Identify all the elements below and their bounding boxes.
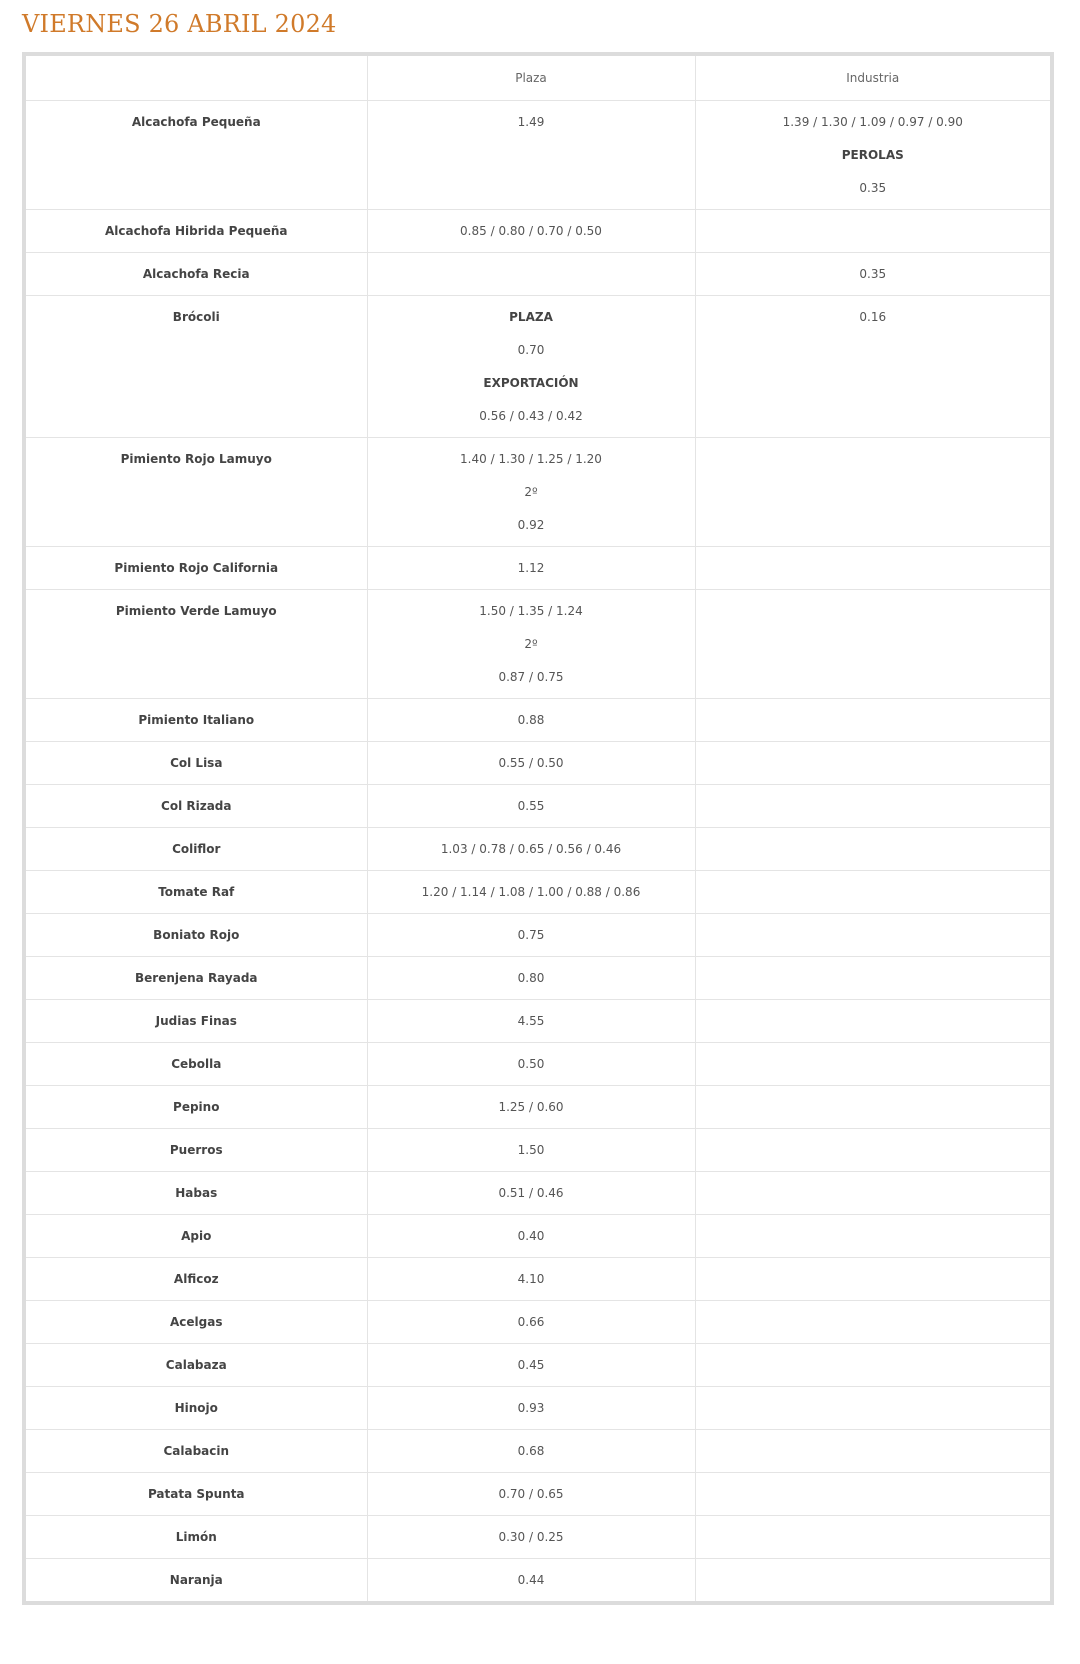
- plaza-price-value: 1.50: [517, 1143, 545, 1157]
- table-row: [26, 253, 1050, 296]
- plaza-price-cell: [367, 1215, 695, 1258]
- plaza-price-cell: [367, 742, 695, 785]
- industria-price-cell: [695, 699, 1050, 742]
- product-cell: [26, 1000, 367, 1043]
- industria-price-cell: [695, 1000, 1050, 1043]
- industria-price-value: 1.39 / 1.30 / 1.09 / 0.97 / 0.90: [782, 115, 963, 129]
- table-row: [26, 1258, 1050, 1301]
- table-row: [26, 914, 1050, 957]
- plaza-price-value: 0.50: [517, 1057, 545, 1071]
- plaza-price-value: 0.45: [517, 1358, 545, 1372]
- industria-price-cell: [695, 871, 1050, 914]
- product-name: Calabacin: [163, 1444, 230, 1458]
- industria-price-cell: [695, 957, 1050, 1000]
- header-industria: Industria: [695, 56, 1050, 101]
- product-name: Col Rizada: [161, 799, 232, 813]
- product-cell: [26, 1301, 367, 1344]
- plaza-price-cell: [367, 1129, 695, 1172]
- product-name: Alcachofa Hibrida Pequeña: [105, 224, 288, 238]
- product-name: Calabaza: [165, 1358, 227, 1372]
- industria-price-cell: [695, 253, 1050, 296]
- industria-price-cell: [695, 1301, 1050, 1344]
- industria-price-cell: [695, 438, 1050, 547]
- table-row: [26, 1301, 1050, 1344]
- plaza-price-value: 0.55: [517, 799, 545, 813]
- industria-price-cell: [695, 785, 1050, 828]
- plaza-price-cell: [367, 547, 695, 590]
- table-row: [26, 1129, 1050, 1172]
- industria-price-cell: [695, 1043, 1050, 1086]
- product-cell: [26, 1086, 367, 1129]
- plaza-price-cell: [367, 1344, 695, 1387]
- plaza-price-cell: [367, 101, 695, 210]
- plaza-price-value: 2º: [524, 485, 538, 499]
- industria-price-value: 0.16: [859, 310, 887, 324]
- industria-price-cell: [695, 1258, 1050, 1301]
- plaza-price-cell: [367, 699, 695, 742]
- table-row: [26, 1043, 1050, 1086]
- plaza-price-value: 0.66: [517, 1315, 545, 1329]
- product-cell: [26, 957, 367, 1000]
- product-name: Pimiento Italiano: [138, 713, 255, 727]
- header-row: [26, 56, 1050, 101]
- plaza-price-cell: [367, 1043, 695, 1086]
- plaza-price-value: 0.70 / 0.65: [498, 1487, 564, 1501]
- industria-section-label: PEROLAS: [841, 148, 904, 162]
- product-name: Berenjena Rayada: [134, 971, 258, 985]
- industria-price-cell: [695, 1086, 1050, 1129]
- product-name: Limón: [175, 1530, 217, 1544]
- plaza-price-value: 4.55: [517, 1014, 545, 1028]
- plaza-price-cell: [367, 828, 695, 871]
- plaza-price-cell: [367, 1387, 695, 1430]
- plaza-price-cell: [367, 957, 695, 1000]
- product-name: Naranja: [169, 1573, 223, 1587]
- plaza-price-value: 0.80: [517, 971, 545, 985]
- product-name: Puerros: [169, 1143, 223, 1157]
- product-name: Acelgas: [170, 1315, 223, 1329]
- industria-price-value: 0.35: [859, 181, 887, 195]
- plaza-price-value: 1.20 / 1.14 / 1.08 / 1.00 / 0.88 / 0.86: [421, 885, 641, 899]
- plaza-price-value: 1.12: [517, 561, 545, 575]
- product-cell: [26, 1043, 367, 1086]
- industria-price-cell: [695, 1129, 1050, 1172]
- table-row: [26, 699, 1050, 742]
- table-row: [26, 1172, 1050, 1215]
- table-row: [26, 957, 1050, 1000]
- plaza-price-cell: [367, 1516, 695, 1559]
- table-row: [26, 1344, 1050, 1387]
- table-row: [26, 1430, 1050, 1473]
- table-header: [26, 56, 1050, 101]
- product-cell: [26, 1387, 367, 1430]
- product-cell: [26, 590, 367, 699]
- plaza-price-cell: [367, 253, 695, 296]
- plaza-price-value: 1.49: [517, 115, 545, 129]
- table-row: [26, 828, 1050, 871]
- plaza-price-value: 0.70: [517, 343, 545, 357]
- product-cell: [26, 1258, 367, 1301]
- plaza-price-value: 0.68: [517, 1444, 545, 1458]
- plaza-price-cell: [367, 1473, 695, 1516]
- product-cell: [26, 1129, 367, 1172]
- plaza-price-cell: [367, 871, 695, 914]
- product-name: Pimiento Rojo California: [114, 561, 279, 575]
- industria-price-cell: [695, 1516, 1050, 1559]
- industria-price-cell: [695, 1215, 1050, 1258]
- plaza-section-label: EXPORTACIÓN: [483, 376, 579, 390]
- table-row: [26, 1516, 1050, 1559]
- plaza-price-cell: [367, 438, 695, 547]
- plaza-price-cell: [367, 1559, 695, 1602]
- product-name: Pepino: [173, 1100, 220, 1114]
- industria-price-cell: [695, 1559, 1050, 1602]
- table-row: [26, 296, 1050, 438]
- product-name: Pimiento Rojo Lamuyo: [120, 452, 272, 466]
- plaza-price-value: 1.40 / 1.30 / 1.25 / 1.20: [460, 452, 602, 466]
- product-cell: [26, 438, 367, 547]
- product-cell: [26, 1215, 367, 1258]
- product-cell: [26, 742, 367, 785]
- industria-price-cell: [695, 828, 1050, 871]
- header-product: [26, 56, 367, 101]
- header-plaza: Plaza: [367, 56, 695, 101]
- plaza-price-value: 2º: [524, 637, 538, 651]
- plaza-price-cell: [367, 785, 695, 828]
- plaza-price-cell: [367, 1086, 695, 1129]
- product-cell: [26, 253, 367, 296]
- plaza-section-label: PLAZA: [509, 310, 553, 324]
- industria-price-cell: [695, 1473, 1050, 1516]
- table-row: [26, 1086, 1050, 1129]
- plaza-price-value: 1.50 / 1.35 / 1.24: [479, 604, 583, 618]
- plaza-price-value: 0.92: [517, 518, 545, 532]
- product-name: Coliflor: [172, 842, 221, 856]
- table-row: [26, 1387, 1050, 1430]
- industria-price-cell: [695, 210, 1050, 253]
- product-cell: [26, 101, 367, 210]
- industria-price-cell: [695, 914, 1050, 957]
- product-name: Col Lisa: [170, 756, 223, 770]
- industria-price-cell: [695, 1430, 1050, 1473]
- table-row: [26, 590, 1050, 699]
- product-name: Brócoli: [172, 310, 220, 324]
- product-cell: [26, 547, 367, 590]
- plaza-price-value: 4.10: [517, 1272, 545, 1286]
- plaza-price-value: 0.56 / 0.43 / 0.42: [479, 409, 583, 423]
- industria-price-cell: [695, 547, 1050, 590]
- table-row: [26, 785, 1050, 828]
- product-name: Boniato Rojo: [153, 928, 240, 942]
- product-cell: [26, 1559, 367, 1602]
- product-name: Habas: [175, 1186, 218, 1200]
- plaza-price-value: 0.75: [517, 928, 545, 942]
- plaza-price-cell: [367, 1301, 695, 1344]
- table-body: [26, 101, 1050, 1602]
- plaza-price-cell: [367, 210, 695, 253]
- industria-price-cell: [695, 1344, 1050, 1387]
- page-title: VIERNES 26 ABRIL 2024: [22, 10, 337, 38]
- price-table-frame: [22, 52, 1054, 1605]
- table-row: [26, 742, 1050, 785]
- table-row: [26, 1559, 1050, 1602]
- table-row: [26, 1215, 1050, 1258]
- plaza-price-value: 0.85 / 0.80 / 0.70 / 0.50: [460, 224, 602, 238]
- product-name: Tomate Raf: [158, 885, 235, 899]
- product-cell: [26, 914, 367, 957]
- table-row: [26, 547, 1050, 590]
- plaza-price-cell: [367, 1258, 695, 1301]
- plaza-price-value: 0.51 / 0.46: [498, 1186, 564, 1200]
- plaza-price-cell: [367, 1172, 695, 1215]
- table-row: [26, 438, 1050, 547]
- product-cell: [26, 699, 367, 742]
- product-cell: [26, 210, 367, 253]
- product-name: Alcachofa Pequeña: [131, 115, 261, 129]
- product-cell: [26, 1430, 367, 1473]
- plaza-price-value: 0.55 / 0.50: [498, 756, 564, 770]
- plaza-price-cell: [367, 296, 695, 438]
- product-cell: [26, 785, 367, 828]
- table-row: [26, 1000, 1050, 1043]
- table-row: [26, 210, 1050, 253]
- product-cell: [26, 1473, 367, 1516]
- product-name: Judias Finas: [155, 1014, 237, 1028]
- industria-price-cell: [695, 590, 1050, 699]
- industria-price-cell: [695, 101, 1050, 210]
- plaza-price-value: 0.30 / 0.25: [498, 1530, 564, 1544]
- product-cell: [26, 296, 367, 438]
- price-table: [26, 56, 1050, 1601]
- plaza-price-value: 1.03 / 0.78 / 0.65 / 0.56 / 0.46: [440, 842, 622, 856]
- product-name: Apio: [181, 1229, 212, 1243]
- plaza-price-value: 0.44: [517, 1573, 545, 1587]
- plaza-price-cell: [367, 590, 695, 699]
- product-cell: [26, 871, 367, 914]
- plaza-price-value: 0.40: [517, 1229, 545, 1243]
- product-name: Cebolla: [171, 1057, 222, 1071]
- table-row: [26, 1473, 1050, 1516]
- product-cell: [26, 1344, 367, 1387]
- table-row: [26, 101, 1050, 210]
- plaza-price-value: 0.88: [517, 713, 545, 727]
- product-name: Patata Spunta: [147, 1487, 245, 1501]
- product-name: Pimiento Verde Lamuyo: [115, 604, 277, 618]
- product-name: Alficoz: [173, 1272, 219, 1286]
- industria-price-cell: [695, 742, 1050, 785]
- industria-price-cell: [695, 1387, 1050, 1430]
- product-name: Alcachofa Recia: [142, 267, 250, 281]
- product-cell: [26, 1516, 367, 1559]
- table-row: [26, 871, 1050, 914]
- product-cell: [26, 828, 367, 871]
- plaza-price-value: 0.93: [517, 1401, 545, 1415]
- industria-price-value: 0.35: [859, 267, 887, 281]
- industria-price-cell: [695, 296, 1050, 438]
- plaza-price-cell: [367, 1000, 695, 1043]
- plaza-price-cell: [367, 914, 695, 957]
- product-name: Hinojo: [174, 1401, 218, 1415]
- plaza-price-cell: [367, 1430, 695, 1473]
- plaza-price-value: 0.87 / 0.75: [498, 670, 564, 684]
- plaza-price-value: 1.25 / 0.60: [498, 1100, 564, 1114]
- industria-price-cell: [695, 1172, 1050, 1215]
- product-cell: [26, 1172, 367, 1215]
